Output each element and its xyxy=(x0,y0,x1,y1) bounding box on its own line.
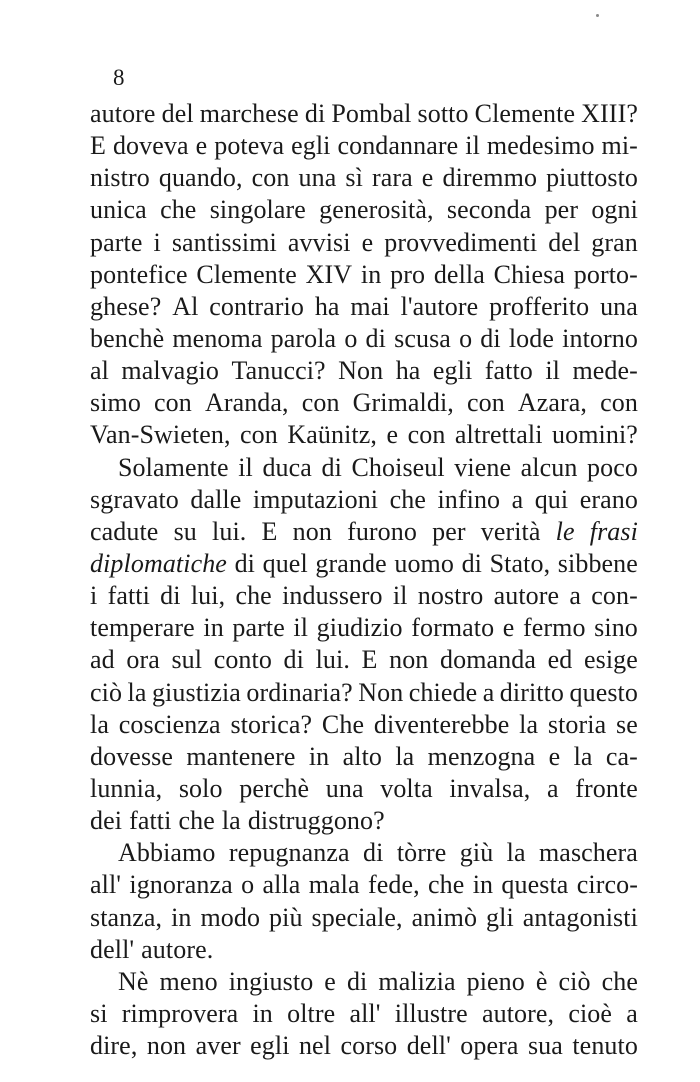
text-line: i fatti di lui, che indussero il nostro autore a con- xyxy=(90,581,638,611)
text-line: pontefice Clemente XIV in pro della Chiesa porto- xyxy=(90,259,638,289)
text-line: cadute su lui. E non furono per verità le frasi xyxy=(90,516,638,546)
text-line: temperare in parte il giudizio formato e fermo sino xyxy=(90,613,638,643)
text-line: dovesse mantenere in alto la menzogna e la ca- xyxy=(90,741,638,771)
text-line: sgravato dalle imputazioni che infino a qui erano xyxy=(90,484,638,514)
page-number: 8 xyxy=(113,65,125,90)
text-line: la coscienza storica? Che diventerebbe la storia se xyxy=(90,709,638,739)
text-line: dell' autore. xyxy=(90,934,214,964)
text-line: unica che singolare generosità, seconda per ogni xyxy=(90,195,638,225)
text-line: al malvagio Tanucci? Non ha egli fatto il mede- xyxy=(90,356,638,386)
text-line: dire, non aver egli nel corso dell' opera sua tenuto xyxy=(90,1031,638,1061)
text-line: si rimprovera in oltre all' illustre autore, cioè a xyxy=(90,998,638,1028)
text-line: Van-Swieten, con Kaünitz, e con altrettali uomini? xyxy=(90,420,638,450)
text-line: ciò la giustizia ordinaria? Non chiede a diritto questo xyxy=(90,677,638,707)
text-line: parte i santissimi avvisi e provvedimenti del gran xyxy=(90,227,638,257)
paper-speck xyxy=(596,14,599,17)
text-line: ghese? Al contrario ha mai l'autore profferito una xyxy=(90,291,638,321)
text-line: Nè meno ingiusto e di malizia pieno è ciò che xyxy=(118,966,638,996)
text-line: autore del marchese di Pombal sotto Clemente XIII? xyxy=(90,99,638,128)
text-line: Abbiamo repugnanza di tòrre giù la maschera xyxy=(118,838,638,868)
text-line: benchè menoma parola o di scusa o di lode intorno xyxy=(90,323,638,353)
text-line: dei fatti che la distruggono? xyxy=(90,806,385,836)
body-text xyxy=(90,98,638,1062)
text-line: simo con Aranda, con Grimaldi, con Azara, con xyxy=(90,388,638,418)
text-line: E doveva e poteva egli condannare il medesimo mi- xyxy=(90,131,638,161)
text-line: lunnia, solo perchè una volta invalsa, a fronte xyxy=(90,773,638,803)
text-line: diplomatiche di quel grande uomo di Stato, sibbene xyxy=(90,548,638,578)
text-line: Solamente il duca di Choiseul viene alcun poco xyxy=(118,452,638,482)
text-line: ad ora sul conto di lui. E non domanda ed esige xyxy=(90,645,638,675)
text-line: stanza, in modo più speciale, animò gli antagonisti xyxy=(90,902,638,932)
text-line: nistro quando, con una sì rara e diremmo piuttosto xyxy=(90,163,638,193)
text-line: all' ignoranza o alla mala fede, che in questa circo- xyxy=(90,870,638,900)
